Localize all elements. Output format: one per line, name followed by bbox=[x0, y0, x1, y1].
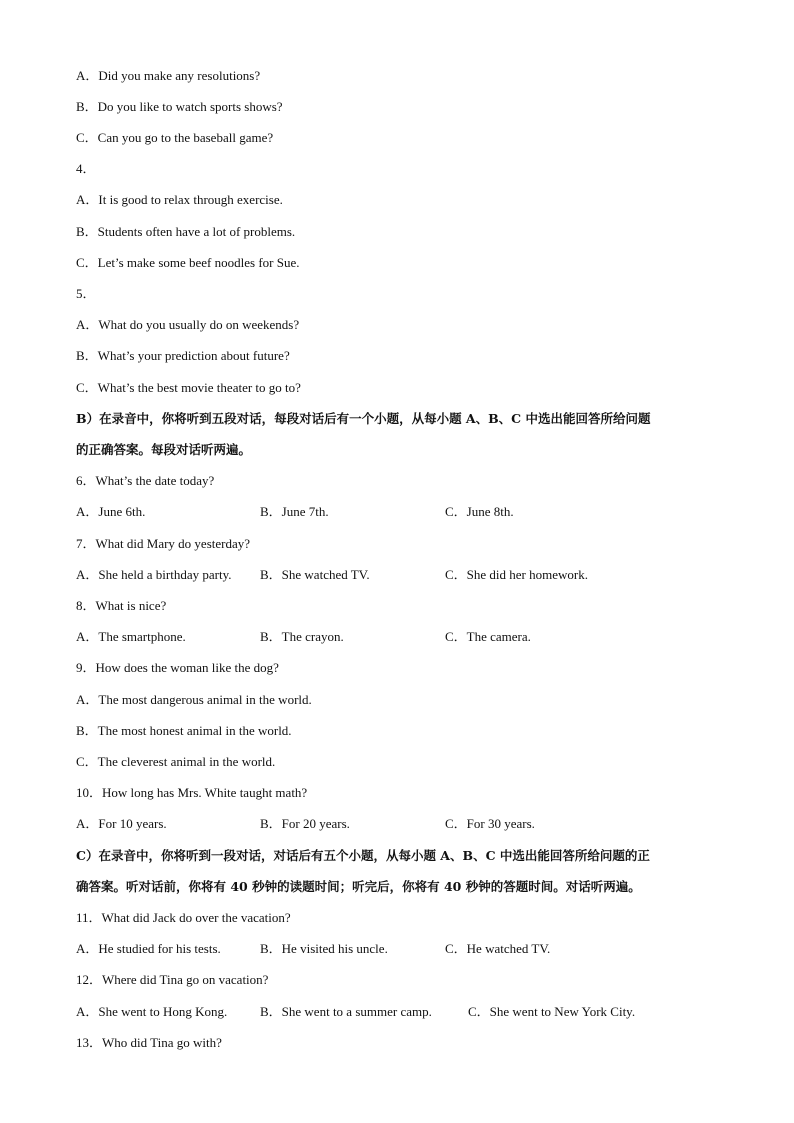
q13-stem: 13．Who did Tina go with? bbox=[76, 1035, 222, 1050]
q11-option-c: C．He watched TV. bbox=[445, 941, 551, 956]
q12-option-a: A．She went to Hong Kong. bbox=[76, 1004, 228, 1019]
q10-option-a: A．For 10 years. bbox=[76, 816, 167, 831]
q10-option-c: C．For 30 years. bbox=[445, 816, 535, 831]
q11-stem: 11．What did Jack do over the vacation? bbox=[76, 910, 291, 925]
q12-stem: 12．Where did Tina go on vacation? bbox=[76, 972, 269, 987]
q5-option-b: B．What’s your prediction about future? bbox=[76, 348, 290, 363]
q7-option-a: A．She held a birthday party. bbox=[76, 567, 232, 582]
q4-number: 4． bbox=[76, 161, 96, 176]
q6-option-a: A．June 6th. bbox=[76, 504, 146, 519]
q7-stem: 7．What did Mary do yesterday? bbox=[76, 536, 251, 551]
section-b-instruction-line2: 的正确答案。每段对话听两遍。 bbox=[76, 442, 252, 457]
q8-option-a: A．The smartphone. bbox=[76, 629, 186, 644]
q7-option-c: C．She did her homework. bbox=[445, 567, 588, 582]
q3-option-a: A．Did you make any resolutions? bbox=[76, 68, 261, 83]
section-b-instruction-line1: B）在录音中，你将听到五段对话，每段对话后有一个小题，从每小题 A、B、C 中选出能回答所给问题 bbox=[76, 411, 651, 426]
section-c-instruction-line1: C）在录音中，你将听到一段对话，对话后有五个小题，从每小题 A、B、C 中选出能回答所给问题的正 bbox=[76, 848, 650, 863]
q8-option-b: B．The crayon. bbox=[260, 629, 344, 644]
q9-option-b: B．The most honest animal in the world. bbox=[76, 723, 292, 738]
section-c-instruction-line2: 确答案。听对话前，你将有 40 秒钟的读题时间；听完后，你将有 40 秒钟的答题时间。对话听两遍。 bbox=[76, 879, 641, 894]
q6-option-c: C．June 8th. bbox=[445, 504, 514, 519]
q9-stem: 9．How does the woman like the dog? bbox=[76, 660, 279, 675]
q5-option-a: A．What do you usually do on weekends? bbox=[76, 317, 300, 332]
q11-option-a: A．He studied for his tests. bbox=[76, 941, 221, 956]
q3-option-c: C．Can you go to the baseball game? bbox=[76, 130, 274, 145]
q9-option-c: C．The cleverest animal in the world. bbox=[76, 754, 276, 769]
q6-stem: 6．What’s the date today? bbox=[76, 473, 215, 488]
q4-option-c: C．Let’s make some beef noodles for Sue. bbox=[76, 255, 300, 270]
q5-number: 5． bbox=[76, 286, 96, 301]
q3-option-b: B．Do you like to watch sports shows? bbox=[76, 99, 283, 114]
q8-stem: 8．What is nice? bbox=[76, 598, 167, 613]
q8-option-c: C．The camera. bbox=[445, 629, 531, 644]
q10-stem: 10．How long has Mrs. White taught math? bbox=[76, 785, 308, 800]
q7-option-b: B．She watched TV. bbox=[260, 567, 370, 582]
q6-option-b: B．June 7th. bbox=[260, 504, 329, 519]
q4-option-b: B．Students often have a lot of problems. bbox=[76, 224, 296, 239]
q5-option-c: C．What’s the best movie theater to go to? bbox=[76, 380, 301, 395]
q12-option-c: C．She went to New York City. bbox=[468, 1004, 636, 1019]
q11-option-b: B．He visited his uncle. bbox=[260, 941, 388, 956]
q9-option-a: A．The most dangerous animal in the world. bbox=[76, 692, 312, 707]
q4-option-a: A．It is good to relax through exercise. bbox=[76, 192, 283, 207]
q12-option-b: B．She went to a summer camp. bbox=[260, 1004, 432, 1019]
q10-option-b: B．For 20 years. bbox=[260, 816, 350, 831]
